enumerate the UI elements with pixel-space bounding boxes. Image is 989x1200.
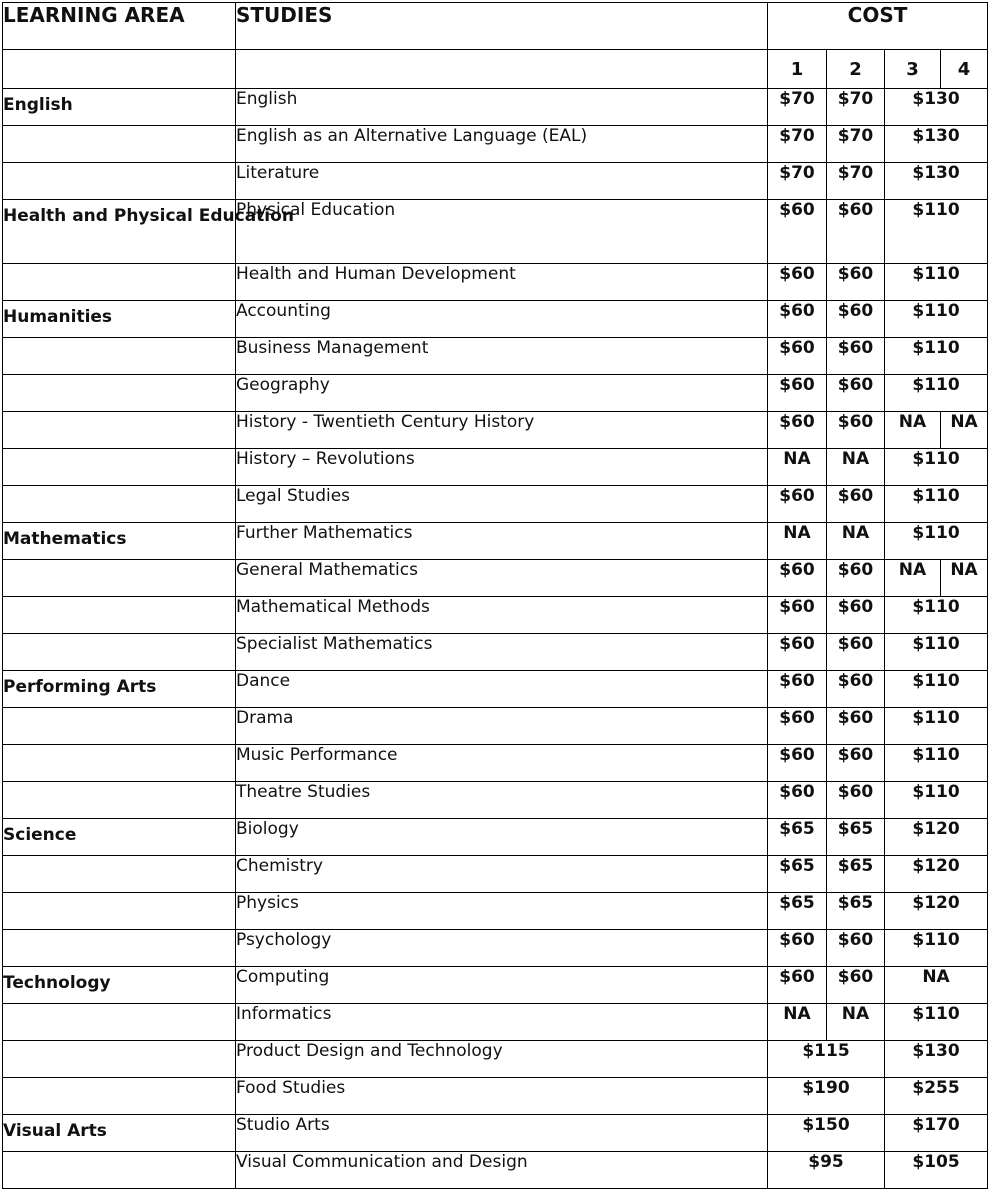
learning-area-cell	[3, 597, 236, 634]
cost-unit-1-cell: $60	[768, 597, 827, 634]
learning-area-cell	[3, 1041, 236, 1078]
cost-unit-1-cell: $60	[768, 708, 827, 745]
table-row	[3, 856, 988, 893]
cost-units-3-4-cell: $110	[885, 486, 988, 523]
cost-unit-2-cell: $70	[827, 163, 885, 200]
learning-area-cell: Humanities	[3, 301, 236, 338]
cost-unit-4-cell: NA	[941, 560, 988, 597]
cost-unit-2-cell: NA	[827, 449, 885, 486]
study-name-cell: Literature	[236, 163, 768, 200]
cost-unit-2-cell: $60	[827, 301, 885, 338]
learning-area-cell	[3, 1078, 236, 1115]
cost-unit-1-cell: $60	[768, 930, 827, 967]
study-name-cell: Psychology	[236, 930, 768, 967]
cost-units-3-4-cell: $130	[885, 1041, 988, 1078]
study-name-cell: History - Twentieth Century History	[236, 412, 768, 449]
learning-area-cell	[3, 1004, 236, 1041]
table-row	[3, 338, 988, 375]
cost-unit-2-cell: $60	[827, 597, 885, 634]
cost-units-3-4-cell: $110	[885, 597, 988, 634]
cost-units-3-4-cell: $110	[885, 782, 988, 819]
cost-units-3-4-cell: $110	[885, 708, 988, 745]
study-name-cell: Physical Education	[236, 200, 768, 264]
learning-area-cell	[3, 1152, 236, 1189]
table-row	[3, 930, 988, 967]
table-row	[3, 523, 988, 560]
study-name-cell: Further Mathematics	[236, 523, 768, 560]
cost-units-3-4-cell: $170	[885, 1115, 988, 1152]
header-row	[3, 3, 988, 50]
cost-unit-2-cell: $60	[827, 412, 885, 449]
learning-area-cell	[3, 745, 236, 782]
table-row	[3, 634, 988, 671]
cost-units-3-4-cell: $105	[885, 1152, 988, 1189]
study-name-cell: Dance	[236, 671, 768, 708]
learning-area-cell: English	[3, 89, 236, 126]
table-row	[3, 671, 988, 708]
learning-area-cell	[3, 126, 236, 163]
cost-unit-2-cell: $60	[827, 967, 885, 1004]
cost-unit-3-cell: NA	[885, 560, 941, 597]
table-row	[3, 412, 988, 449]
cost-unit-2-cell: $70	[827, 89, 885, 126]
cost-unit-1-cell: $60	[768, 301, 827, 338]
study-cost-table	[2, 2, 988, 1189]
learning-area-cell: Technology	[3, 967, 236, 1004]
empty-area-cell	[3, 50, 236, 89]
learning-area-cell: Performing Arts	[3, 671, 236, 708]
learning-area-cell	[3, 634, 236, 671]
cost-unit-1-cell: $60	[768, 200, 827, 264]
cost-units-3-4-cell: $110	[885, 375, 988, 412]
study-name-cell: Health and Human Development	[236, 264, 768, 301]
learning-area-cell: Science	[3, 819, 236, 856]
cost-unit-1-cell: $60	[768, 745, 827, 782]
cost-units-3-4-cell: $110	[885, 671, 988, 708]
cost-units-1-2-cell: $95	[768, 1152, 885, 1189]
study-name-cell: General Mathematics	[236, 560, 768, 597]
cost-units-3-4-cell: $110	[885, 200, 988, 264]
cost-unit-2-cell: $60	[827, 671, 885, 708]
learning-area-cell	[3, 163, 236, 200]
cost-units-3-4-cell: $110	[885, 301, 988, 338]
learning-area-cell	[3, 375, 236, 412]
table-body	[3, 89, 988, 1189]
study-name-cell: English	[236, 89, 768, 126]
table-row	[3, 486, 988, 523]
table-row	[3, 1004, 988, 1041]
cost-unit-2-cell: $60	[827, 486, 885, 523]
cost-header: COST	[768, 3, 988, 50]
study-name-cell: Studio Arts	[236, 1115, 768, 1152]
cost-units-3-4-cell: $110	[885, 745, 988, 782]
learning-area-cell: Health and Physical Education	[3, 200, 236, 264]
study-name-cell: Mathematical Methods	[236, 597, 768, 634]
cost-units-3-4-cell: $110	[885, 449, 988, 486]
cost-unit-1-cell: NA	[768, 523, 827, 560]
study-name-cell: Computing	[236, 967, 768, 1004]
cost-unit-2-cell: $60	[827, 200, 885, 264]
cost-units-1-2-cell: $190	[768, 1078, 885, 1115]
unit-2-header: 2	[827, 50, 885, 89]
table-row	[3, 893, 988, 930]
cost-units-3-4-cell: $110	[885, 634, 988, 671]
learning-area-cell: Visual Arts	[3, 1115, 236, 1152]
table-row	[3, 1041, 988, 1078]
table-row	[3, 200, 988, 264]
study-name-cell: Food Studies	[236, 1078, 768, 1115]
table-row	[3, 449, 988, 486]
cost-units-3-4-cell: $130	[885, 163, 988, 200]
table-row	[3, 264, 988, 301]
study-name-cell: Specialist Mathematics	[236, 634, 768, 671]
table-row	[3, 89, 988, 126]
cost-unit-1-cell: $60	[768, 634, 827, 671]
cost-units-1-2-cell: $150	[768, 1115, 885, 1152]
cost-unit-2-cell: $60	[827, 930, 885, 967]
table-row	[3, 819, 988, 856]
cost-units-1-2-cell: $115	[768, 1041, 885, 1078]
cost-unit-1-cell: $65	[768, 819, 827, 856]
unit-header-row	[3, 50, 988, 89]
cost-unit-3-cell: NA	[885, 412, 941, 449]
cost-unit-1-cell: $70	[768, 163, 827, 200]
study-name-cell: Geography	[236, 375, 768, 412]
cost-unit-1-cell: $60	[768, 560, 827, 597]
learning-area-cell	[3, 708, 236, 745]
unit-1-header: 1	[768, 50, 827, 89]
study-name-cell: Legal Studies	[236, 486, 768, 523]
table-row	[3, 1078, 988, 1115]
cost-unit-2-cell: $60	[827, 782, 885, 819]
cost-unit-2-cell: $60	[827, 708, 885, 745]
studies-header: STUDIES	[236, 3, 768, 50]
learning-area-cell	[3, 486, 236, 523]
learning-area-cell	[3, 782, 236, 819]
table-row	[3, 1115, 988, 1152]
cost-unit-2-cell: $60	[827, 264, 885, 301]
cost-units-3-4-cell: $120	[885, 893, 988, 930]
cost-unit-2-cell: $60	[827, 338, 885, 375]
table-row	[3, 1152, 988, 1189]
cost-unit-1-cell: $60	[768, 375, 827, 412]
cost-unit-2-cell: $60	[827, 745, 885, 782]
cost-unit-1-cell: $70	[768, 89, 827, 126]
cost-unit-1-cell: $60	[768, 412, 827, 449]
cost-units-3-4-cell: $110	[885, 930, 988, 967]
cost-unit-1-cell: $60	[768, 967, 827, 1004]
cost-unit-1-cell: $60	[768, 338, 827, 375]
study-name-cell: Theatre Studies	[236, 782, 768, 819]
learning-area-cell	[3, 930, 236, 967]
learning-area-header: LEARNING AREA	[3, 3, 236, 50]
study-name-cell: Drama	[236, 708, 768, 745]
cost-unit-2-cell: $65	[827, 819, 885, 856]
cost-unit-1-cell: $60	[768, 264, 827, 301]
cost-unit-1-cell: $70	[768, 126, 827, 163]
empty-studies-cell	[236, 50, 768, 89]
cost-unit-1-cell: $60	[768, 486, 827, 523]
learning-area-cell	[3, 560, 236, 597]
learning-area-cell	[3, 264, 236, 301]
table-row	[3, 745, 988, 782]
table-row	[3, 708, 988, 745]
cost-unit-1-cell: $65	[768, 856, 827, 893]
learning-area-cell	[3, 856, 236, 893]
study-name-cell: Visual Communication and Design	[236, 1152, 768, 1189]
learning-area-cell	[3, 412, 236, 449]
cost-unit-2-cell: $70	[827, 126, 885, 163]
table-row	[3, 163, 988, 200]
study-name-cell: Chemistry	[236, 856, 768, 893]
table-row	[3, 782, 988, 819]
study-name-cell: Business Management	[236, 338, 768, 375]
study-name-cell: Biology	[236, 819, 768, 856]
cost-units-3-4-cell: $120	[885, 819, 988, 856]
table-row	[3, 560, 988, 597]
cost-units-3-4-cell: $110	[885, 264, 988, 301]
cost-unit-2-cell: $60	[827, 560, 885, 597]
learning-area-cell	[3, 893, 236, 930]
study-name-cell: Informatics	[236, 1004, 768, 1041]
unit-4-header: 4	[941, 50, 988, 89]
cost-unit-1-cell: NA	[768, 449, 827, 486]
cost-units-3-4-cell: $120	[885, 856, 988, 893]
learning-area-cell	[3, 338, 236, 375]
cost-units-3-4-cell: $255	[885, 1078, 988, 1115]
study-name-cell: Accounting	[236, 301, 768, 338]
table-row	[3, 597, 988, 634]
table-row	[3, 375, 988, 412]
cost-unit-1-cell: $60	[768, 782, 827, 819]
cost-units-3-4-cell: $130	[885, 89, 988, 126]
study-name-cell: Product Design and Technology	[236, 1041, 768, 1078]
table-row	[3, 301, 988, 338]
table-row	[3, 126, 988, 163]
cost-unit-2-cell: NA	[827, 1004, 885, 1041]
cost-units-3-4-cell: NA	[885, 967, 988, 1004]
cost-unit-1-cell: $65	[768, 893, 827, 930]
cost-unit-4-cell: NA	[941, 412, 988, 449]
learning-area-cell	[3, 449, 236, 486]
unit-3-header: 3	[885, 50, 941, 89]
cost-unit-2-cell: $65	[827, 856, 885, 893]
cost-units-3-4-cell: $110	[885, 523, 988, 560]
cost-unit-1-cell: NA	[768, 1004, 827, 1041]
cost-unit-1-cell: $60	[768, 671, 827, 708]
cost-unit-2-cell: $60	[827, 375, 885, 412]
cost-units-3-4-cell: $110	[885, 338, 988, 375]
study-name-cell: History – Revolutions	[236, 449, 768, 486]
cost-unit-2-cell: $65	[827, 893, 885, 930]
table-row	[3, 967, 988, 1004]
learning-area-cell: Mathematics	[3, 523, 236, 560]
cost-units-3-4-cell: $110	[885, 1004, 988, 1041]
study-name-cell: English as an Alternative Language (EAL)	[236, 126, 768, 163]
cost-unit-2-cell: $60	[827, 634, 885, 671]
study-name-cell: Music Performance	[236, 745, 768, 782]
cost-unit-2-cell: NA	[827, 523, 885, 560]
study-name-cell: Physics	[236, 893, 768, 930]
cost-units-3-4-cell: $130	[885, 126, 988, 163]
